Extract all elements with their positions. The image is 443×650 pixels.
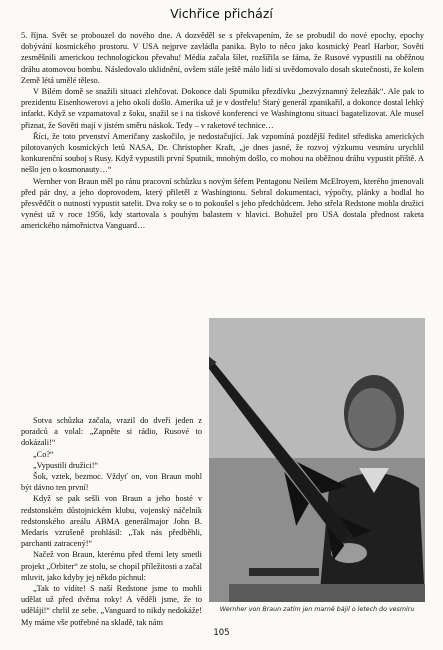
paragraph: Wernher von Braun měl po ránu pracovní schůzku s novým šéfem Pentagonu Neilem McElroyem, kterého jmenovali před pár dny, a jeho doprovodem, který přiletěl z Washingtonu. Sebral dokumentaci, výpočty, plánky a hodlal ho přesvědčit o nutnosti vypustit satelit. Dva roky se o to pokoušel s jeho předchůdcem. Jeho střela Redstone mohla družici vynést už v roce 1956, kdy startovala s pouhým balastem v hlavici. Bohužel pro USA dostala přednost raketa amerického námořnictva Vanguard… [21,176,424,231]
photo-caption: Wernher von Braun zatím jen marně bájil o letech do vesmíru [219,606,415,613]
left-column-text [21,415,202,628]
main-text [21,30,424,232]
paragraph: „Tak to vidíte! S naší Redstone jsme to mohli udělat už před dvěma roky! A věděli jsme, že to uděláji!“ chrlil ze sebe. „Vanguard to nikdy nedokáže! My máme vše potřebné na skladě, tak nám [21,584,202,627]
photo-von-braun-rocket-model [209,318,425,602]
paragraph: 5. října. Svět se probouzel do nového dne. A dozvěděl se s překvapením, že se probudil do nové epochy, epochy dobývání kosmického prostoru. V USA nejprve zavládla panika. Bylo to něco jako kosmický Pearl Harbor, Sověti zesměšnili americkou technologickou převahu! Média začala šílet, rozšířila se fáma, že Rusové vypustili na oběžnou dráhu atomovou bombu. Následovalo uklidnění, ovšem stále ještě málo lidí si uvědomovalo dosah skutečnosti, že kolem Země létá umělé těleso. [21,31,424,85]
paragraph: V Bílém domě se snažili situaci zlehčovat. Dokonce dali Sputniku přezdívku „bezvýznamný železňák“. Ale pak to prezidentu Eisenhowerovi a jeho okolí došlo. Amerika už je v dostřelu! Starý generál zpanikařil, a dokonce dostal lehký infarkt. Když se vzpamatoval z šoku, snažil se i na tiskové konferenci ve Washingtonu situaci bagatelizovat. Ale musel přiznat, že Sověti mají v jistém směru náskok. Tedy – v raketové technice… [21,87,424,130]
paragraph: Šok, vztek, bezmoc. Vždyť on, von Braun mohl být dávno ten první! [21,472,202,493]
chapter-title: Vichřice přichází [170,6,273,21]
paragraph: Sotva schůzka začala, vrazil do dveří jeden z poradců a volal: „Zapněte si rádio, Rusové to dokázali!“ [21,416,202,448]
paragraph: Načež von Braun, kterému před třemi lety smetli projekt „Orbiter“ ze stolu, se chopil příležitosti a začal mluvit, jako kdyby jej někdo píchnul: [21,550,202,582]
photo-illustration [209,318,425,602]
page-number: 105 [213,628,230,638]
paragraph: Říci, že toto prvenství Američany zaskočilo, je nedostačující. Jak vzpomíná pozdější ředitel střediska amerických pilotovaných kosmických letů NASA, Dr. Christopher Kraft, „je dnes jasné, že rozvoj výzkumu vesmíru urychlil konkurenční souboj s Rusy. Když vypustili první Sputnik, mnohým došlo, co mohou na oběžnou dráhu vypustit příště. A nešlo jen o kosmonauty…“ [21,131,424,175]
paragraph: „Co?“ [33,449,54,459]
paragraph: „Vypustili družici!“ [33,460,99,470]
paragraph: Když se pak sešli von Braun a jeho hosté v redstonském důstojnickém klubu, vojenský náčelník redstonského areálu ABMA generálmajor John B. Medaris vzrušeně prohlásil: „Tak nás předběhli, parchanti zatracený!“ [21,494,202,549]
